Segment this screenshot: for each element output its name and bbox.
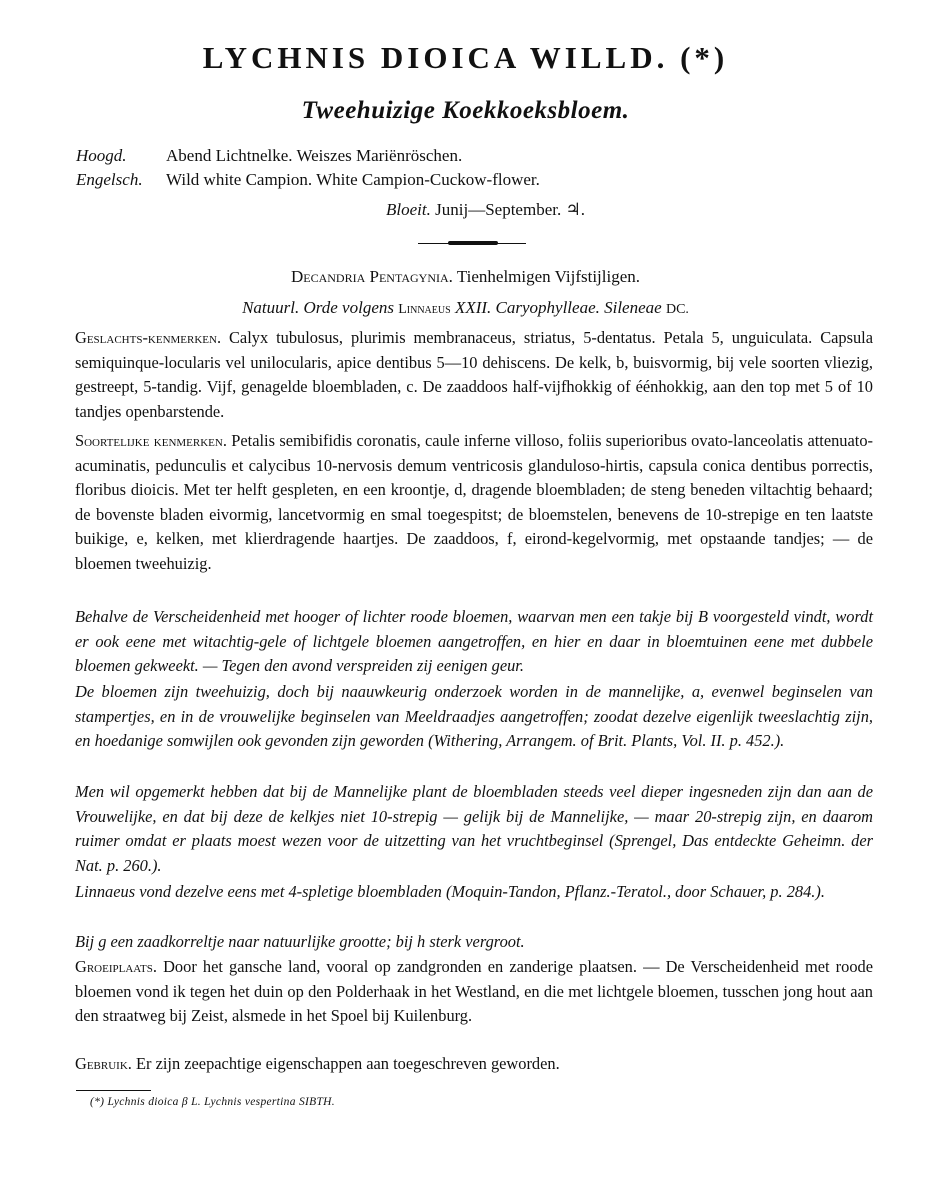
- paragraph-text: De bloemen zijn tweehuizig, doch bij naauwkeurig onderzoek worden in de mannelijke, a, evenwel beginselen van stampertjes, en in de vrouwelijke beginselen van Meeldraadjes aangetroffen; zoodat dezelve eigenlijk tweeslachtig zijn, en hoedanige somwijlen ook gevonden zijn geworden (Withering, Arrangem. of Brit. Plants, Vol. II. p. 452.).: [75, 682, 873, 751]
- footnote-rule: [76, 1090, 151, 1091]
- synonym-lang-2: Engelsch.: [76, 170, 143, 189]
- flowering-line: [0, 200, 931, 220]
- paragraph-text: Bij g een zaadkorreltje naar natuurlijke grootte; bij h sterk vergroot.: [75, 932, 525, 951]
- natural-order-line: [0, 298, 931, 318]
- paragraph-text: Men wil opgemerkt hebben dat bij de Mannelijke plant de bloembladen steeds veel dieper ingesneden zijn dan aan de Vrouwelijke, en dat bij deze de kelkjes niet 10-strepig — gelijk bij de Mannelijke, — maar 20-strepig zijn, en daarom ruimer omdat er plaats moest wezen voor de uitzetting van het vruchtbeginsel (Sprengel, Das entdeckte Geheimn. der Nat. p. 260.).: [75, 782, 873, 875]
- synonym-names-1: Abend Lichtnelke. Weiszes Mariënröschen.: [166, 146, 463, 165]
- footnote-text: (*) Lychnis dioica β L. Lychnis vespertina SIBTH.: [90, 1096, 335, 1108]
- paragraph-text: Door het gansche land, vooral op zandgronden en zanderige plaatsen. — De Verscheidenheid met roode bloemen vond ik tegen het duin op den Polderhaak in het Westland, en die met lichtgele bloemen, tusschen jong hout aan den straatweg bij Zeist, alsmede in het Spoel bij Kuilenburg.: [75, 957, 873, 1026]
- paragraph-habitat: [75, 955, 873, 1029]
- natural-order-dc: DC.: [665, 302, 689, 317]
- classification-dutch: Tienhelmigen Vijfstijligen.: [456, 267, 641, 286]
- paragraph-label: Groeiplaats.: [75, 957, 157, 976]
- paragraph-dioecious: [75, 680, 873, 754]
- paragraph-observation: [75, 780, 873, 878]
- synonym-names: [166, 144, 540, 192]
- paragraph-text: Behalve de Verscheidenheid met hooger of lichter roode bloemen, waarvan men een takje bij B voorgesteld vindt, wordt er ook eene met witachtig-gele of lichtgele bloemen aangetroffen, en hier en daar in bloemtuinen eene met dubbele bloemen gekweekt. — Tegen den avond verspreiden zij eenigen geur.: [75, 607, 873, 676]
- flowering-text: Junij—September. ♃.: [435, 200, 585, 219]
- classification-line: [0, 267, 931, 287]
- synonym-names-2: Wild white Campion. White Campion-Cuckow-flower.: [166, 170, 540, 189]
- paragraph-text: Er zijn zeepachtige eigenschappen aan toegeschreven geworden.: [136, 1054, 560, 1073]
- subtitle-text: Tweehuizige Koekkoeksbloem.: [301, 97, 630, 124]
- paragraph-label: Gebruik.: [75, 1054, 132, 1073]
- synonym-languages: [76, 144, 143, 192]
- paragraph-text: Calyx tubulosus, plurimis membranaceus, striatus, 5-dentatus. Petala 5, unguiculata. Capsula semiquinque-locularis vel unilocularis, apice dentibus 5—10 dehiscens. De kelk, b, buisvormig, bij vele soorten vliezig, gestreept, 5-tandig. Vijf, genagelde bloembladen, c. De zaaddoos half-vijfhokkig of éénhokkig, aan den top met 5 of 10 tandjes openbarstende.: [75, 328, 873, 421]
- title-text: LYCHNIS DIOICA WILLD. (*): [202, 40, 729, 75]
- synonym-lang-1: Hoogd.: [76, 146, 127, 165]
- paragraph-label: Soortelijke kenmerken.: [75, 431, 227, 450]
- paragraph-text: Petalis semibifidis coronatis, caule inferne villoso, foliis superioribus ovato-lanceolatis attenuato-acuminatis, pedunculis et calycibus 10-nervosis demum ventricosis glanduloso-hirtis, capsula conica dentibus porrectis, floribus dioicis. Met ter helft gespleten, en een kroontje, d, dragende bloembladen; de steng beneden viltachtig behaard; de bovenste bladen eivormig, lancetvormig en smal toegespitst; de bloemstelen, benevens de 10-strepige en ten laatste buikige, e, kelken, met klierdragende haartjes. De zaaddoos, f, eirond-kegelvormig, met opstaande tandjes; — de bloemen tweehuizig.: [75, 431, 873, 573]
- paragraph-varieties: [75, 605, 873, 679]
- paragraph-species-characters: [75, 429, 873, 577]
- natural-order-pre: Natuurl. Orde volgens: [242, 298, 394, 317]
- natural-order-author: Linnaeus: [398, 302, 451, 317]
- paragraph-seed: [75, 930, 873, 955]
- footnote: [90, 1096, 335, 1108]
- natural-order-post: XXII. Caryophylleae. Sileneae: [454, 298, 662, 317]
- paragraph-genus-characters: [75, 326, 873, 424]
- paragraph-use: [75, 1052, 873, 1077]
- paragraph-label: Geslachts-kenmerken.: [75, 328, 222, 347]
- page-subtitle: [0, 97, 931, 125]
- classification-latin: Decandria Pentagynia.: [290, 267, 453, 286]
- flowering-label: Bloeit.: [386, 200, 431, 219]
- page-title: [0, 40, 931, 76]
- paragraph-text: Linnaeus vond dezelve eens met 4-spletige bloembladen (Moquin-Tandon, Pflanz.-Teratol., door Schauer, p. 284.).: [75, 882, 825, 901]
- divider-ornament: [448, 241, 498, 245]
- paragraph-linnaeus: [75, 880, 873, 905]
